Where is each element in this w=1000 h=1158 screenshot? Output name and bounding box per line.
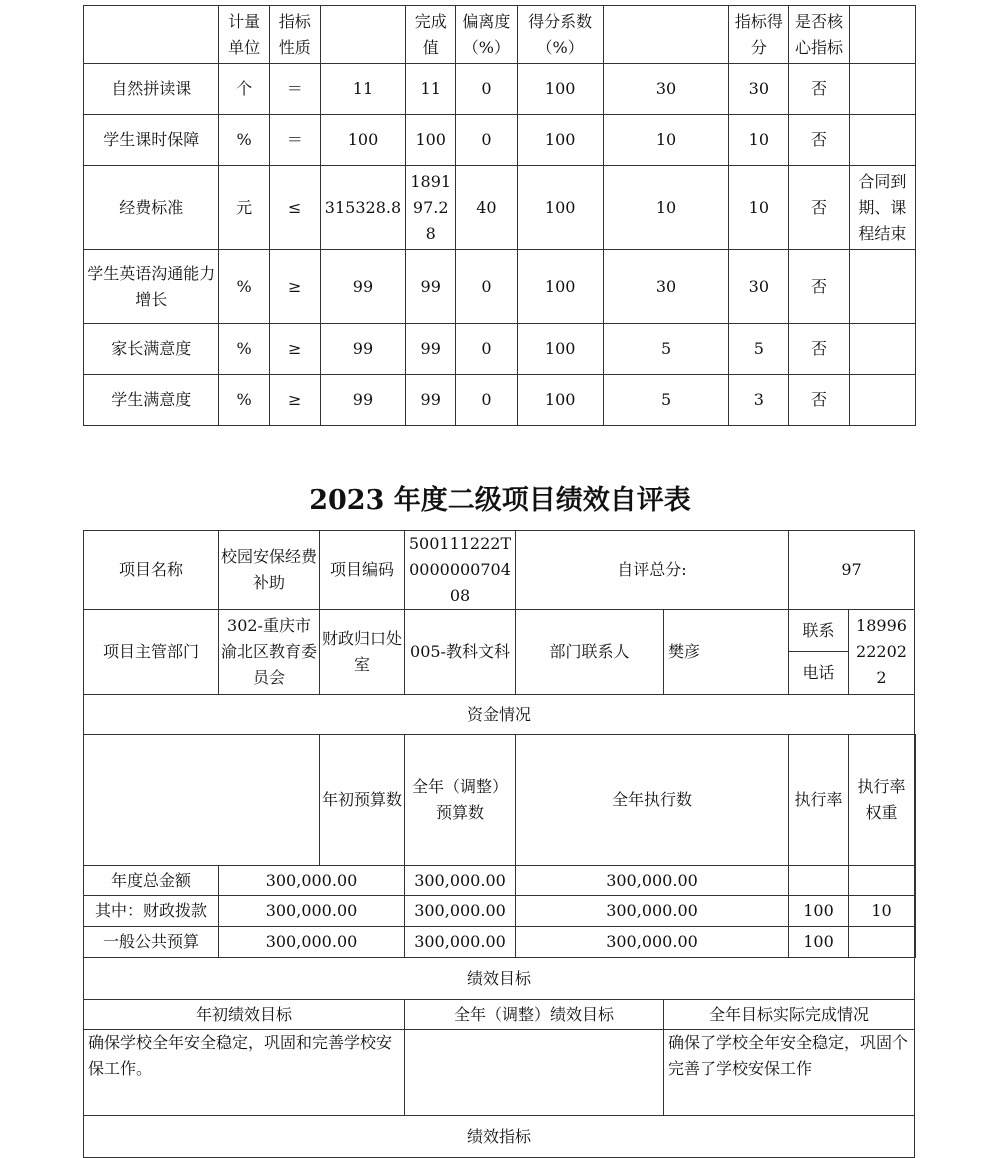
indicator-name: 经费标准 <box>84 166 219 250</box>
table-row <box>84 866 916 896</box>
funds-rate: 100 <box>789 927 849 958</box>
funds-header-initial: 年初预算数 <box>320 735 405 866</box>
self-score-label: 自评总分: <box>516 531 789 610</box>
funds-score <box>915 927 916 958</box>
indicator-name: 学生满意度 <box>84 375 219 426</box>
project-code-label: 项目编码 <box>320 531 405 610</box>
goals-content-row <box>84 1030 916 1116</box>
funds-header-weight: 执行率权重 <box>849 735 915 866</box>
indicator-target: 99 <box>320 375 405 426</box>
page-title: 2023 年度二级项目绩效自评表 <box>309 485 691 516</box>
indicator-core: 否 <box>789 115 849 166</box>
indicator-core: 否 <box>789 166 849 250</box>
indicator-coefficient: 100 <box>517 64 603 115</box>
indicators-section-row <box>84 1116 916 1158</box>
indicator-score: 30 <box>729 64 789 115</box>
header-coefficient: 得分系数（%） <box>517 6 603 64</box>
funds-header-adjusted: 全年（调整）预算数 <box>405 735 516 866</box>
contact-value: 樊彦 <box>664 610 789 695</box>
header-cell <box>603 6 728 64</box>
indicator-coefficient: 100 <box>517 250 603 324</box>
indicator-core: 否 <box>789 64 849 115</box>
funds-adjusted: 300,000.00 <box>405 896 516 927</box>
header-unit: 计量单位 <box>219 6 269 64</box>
indicator-operator: ≥ <box>269 324 320 375</box>
dept-value: 302-重庆市渝北区教育委员会 <box>219 610 320 695</box>
table-row <box>84 896 916 927</box>
indicator-note: 合同到期、课程结束 <box>849 166 915 250</box>
indicator-note <box>849 64 915 115</box>
table-row <box>84 250 916 324</box>
indicator-target: 99 <box>320 250 405 324</box>
funds-rate <box>789 866 849 896</box>
indicator-score: 10 <box>729 115 789 166</box>
indicator-name: 家长满意度 <box>84 324 219 375</box>
indicator-actual: 99 <box>406 324 456 375</box>
indicator-weight: 5 <box>603 375 728 426</box>
dept-label: 项目主管部门 <box>84 610 219 695</box>
funds-executed: 300,000.00 <box>516 866 789 896</box>
header-deviation: 偏离度（%） <box>456 6 517 64</box>
indicator-actual: 100 <box>406 115 456 166</box>
project-name: 校园安保经费补助 <box>219 531 320 610</box>
contact-label: 部门联系人 <box>516 610 664 695</box>
table-row <box>84 375 916 426</box>
indicator-deviation: 0 <box>456 324 517 375</box>
indicator-operator: ＝ <box>269 64 320 115</box>
header-nature: 指标性质 <box>269 6 320 64</box>
funds-label: 年度总金额 <box>84 866 219 896</box>
funds-executed: 300,000.00 <box>516 896 789 927</box>
indicator-coefficient: 100 <box>517 115 603 166</box>
funds-weight <box>849 866 915 896</box>
project-code: 500111222T000000070408 <box>405 531 516 610</box>
funds-header-score <box>915 735 916 866</box>
indicator-name: 学生课时保障 <box>84 115 219 166</box>
table-row <box>84 927 916 958</box>
indicator-target: 11 <box>320 64 405 115</box>
funds-adjusted: 300,000.00 <box>405 866 516 896</box>
table-row <box>84 166 916 250</box>
funds-header-row <box>84 735 916 866</box>
indicator-table <box>83 5 916 426</box>
indicator-unit: % <box>219 375 269 426</box>
indicator-unit: % <box>219 115 269 166</box>
indicator-unit: 个 <box>219 64 269 115</box>
header-core: 是否核心指标 <box>789 6 849 64</box>
indicator-core: 否 <box>789 250 849 324</box>
indicator-core: 否 <box>789 375 849 426</box>
indicator-score: 3 <box>729 375 789 426</box>
phone-label <box>789 610 849 695</box>
indicator-target: 315328.8 <box>320 166 405 250</box>
header-cell <box>84 6 219 64</box>
goal-initial: 确保学校全年安全稳定，巩固和完善学校安保工作。 <box>84 1030 405 1116</box>
indicator-weight: 10 <box>603 115 728 166</box>
indicator-weight: 10 <box>603 166 728 250</box>
indicator-deviation: 0 <box>456 250 517 324</box>
indicator-deviation: 0 <box>456 375 517 426</box>
finance-label: 财政归口处室 <box>320 610 405 695</box>
funds-label: 其中：财政拨款 <box>84 896 219 927</box>
goal-actual: 确保了学校全年安全稳定，巩固个完善了学校安保工作 <box>664 1030 915 1116</box>
indicator-actual: 189197.28 <box>406 166 456 250</box>
indicator-header-row <box>84 6 916 64</box>
table-row <box>84 64 916 115</box>
indicator-operator: ≤ <box>269 166 320 250</box>
indicator-operator: ≥ <box>269 375 320 426</box>
indicator-target: 99 <box>320 324 405 375</box>
indicator-deviation: 0 <box>456 115 517 166</box>
indicator-unit: % <box>219 324 269 375</box>
self-score: 97 <box>789 531 915 610</box>
indicator-target: 100 <box>320 115 405 166</box>
project-name-label: 项目名称 <box>84 531 219 610</box>
header-cell <box>849 6 915 64</box>
funds-header-executed: 全年执行数 <box>516 735 789 866</box>
header-score: 指标得分 <box>729 6 789 64</box>
indicator-name: 自然拼读课 <box>84 64 219 115</box>
department-row <box>84 610 916 695</box>
goals-header-actual: 全年目标实际完成情况 <box>664 1000 915 1030</box>
indicator-weight: 5 <box>603 324 728 375</box>
header-actual: 完成值 <box>406 6 456 64</box>
indicator-note <box>849 324 915 375</box>
funds-weight: 10 <box>849 896 915 927</box>
indicator-weight: 30 <box>603 250 728 324</box>
indicator-note <box>849 115 915 166</box>
indicators-section-title: 绩效指标 <box>84 1116 915 1158</box>
indicator-deviation: 40 <box>456 166 517 250</box>
indicator-coefficient: 100 <box>517 324 603 375</box>
indicator-unit: 元 <box>219 166 269 250</box>
funds-score <box>915 896 916 927</box>
goals-section-row <box>84 958 916 1000</box>
indicator-coefficient: 100 <box>517 375 603 426</box>
indicator-actual: 11 <box>406 64 456 115</box>
funds-score <box>915 866 916 896</box>
indicator-coefficient: 100 <box>517 166 603 250</box>
phone-label-2: 电话 <box>802 663 835 682</box>
indicator-actual: 99 <box>406 375 456 426</box>
goals-header-adjusted: 全年（调整）绩效目标 <box>405 1000 664 1030</box>
indicator-unit: % <box>219 250 269 324</box>
indicator-deviation: 0 <box>456 64 517 115</box>
indicator-score: 10 <box>729 166 789 250</box>
indicator-operator: ≥ <box>269 250 320 324</box>
funds-header-rate: 执行率 <box>789 735 849 866</box>
project-info-row <box>84 531 916 610</box>
indicator-operator: ＝ <box>269 115 320 166</box>
goal-adjusted <box>405 1030 664 1116</box>
goals-header-row <box>84 1000 916 1030</box>
funds-executed: 300,000.00 <box>516 927 789 958</box>
phone-label-1: 联系 <box>789 610 848 652</box>
funds-weight <box>849 927 915 958</box>
funds-initial: 300,000.00 <box>219 866 405 896</box>
indicator-note <box>849 375 915 426</box>
header-cell <box>320 6 405 64</box>
funds-rate: 100 <box>789 896 849 927</box>
goals-section-title: 绩效目标 <box>84 958 915 1000</box>
table-row <box>84 115 916 166</box>
funds-adjusted: 300,000.00 <box>405 927 516 958</box>
indicator-name: 学生英语沟通能力增长 <box>84 250 219 324</box>
funds-section-row <box>84 695 916 735</box>
goals-header-initial: 年初绩效目标 <box>84 1000 405 1030</box>
funds-label: 一般公共预算 <box>84 927 219 958</box>
phone-value: 18996222022 <box>849 610 915 695</box>
funds-header-blank <box>84 735 320 866</box>
indicator-actual: 99 <box>406 250 456 324</box>
table-row <box>84 324 916 375</box>
funds-initial: 300,000.00 <box>219 927 405 958</box>
funds-initial: 300,000.00 <box>219 896 405 927</box>
finance-value: 005-教科文科 <box>405 610 516 695</box>
funds-section-title: 资金情况 <box>84 695 915 735</box>
indicator-weight: 30 <box>603 64 728 115</box>
indicator-score: 5 <box>729 324 789 375</box>
indicator-score: 30 <box>729 250 789 324</box>
indicator-note <box>849 250 915 324</box>
indicator-core: 否 <box>789 324 849 375</box>
